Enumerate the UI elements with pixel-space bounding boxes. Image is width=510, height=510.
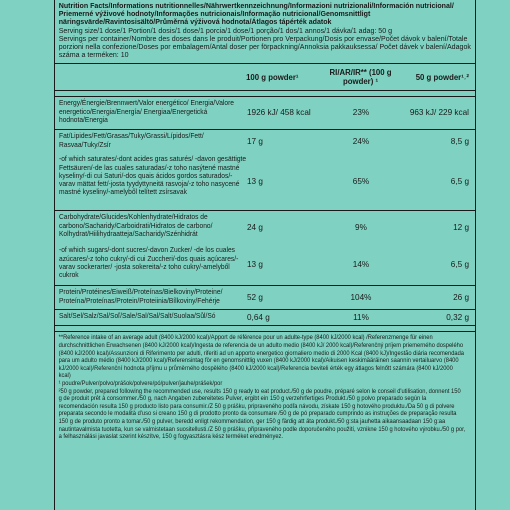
- value-per100: 52 g: [247, 292, 263, 302]
- nutrition-label: [54, 0, 476, 510]
- value-per100: 13 g: [247, 176, 263, 186]
- nutrient-row-carbohydrate: [55, 211, 475, 244]
- label-title: Nutrition Facts/Informations nutritionnelles/Nährwertkennzeichnung/Informazioni nutrizionali/Información nutricional/ Priemerné výživové hodnoty/Informações nutricionais/Informação nutricional/Genomsnittligt näringsvärde/Ravintosisältö/Průměrná výživová hodnota/Átlagos tápérték adatok: [58, 1, 454, 27]
- value-ri: 23%: [352, 108, 370, 118]
- value-ri: 14%: [352, 259, 370, 269]
- value-per100: 17 g: [247, 136, 263, 146]
- value-per100: 0,64 g: [247, 312, 270, 322]
- reference-intake-note: **Reference intake of an average adult (8400 kJ/2000 kcal)/Apport de référence pour un adulte-type (8400 kJ/2000 kcal) /Referenzmenge für einen durchschnittlichen Erwachsenen (8400 kJ/2000 kcal)/Ingesta de referencia de un adulto medio (8400 kJ/ 2000 kcal)/Referenčný príjem priemerného dospelého (8400 kJ/2000 kcal)/Assunzioni di Riferimento per adulti, riferiti ad un apporto energetico giornaliero medio di 2000 Kcal (8400 kJ)/Ingestão diária recomendada para um adulto médio (8400 kJ/2000 kcal)/Referensintag för en genomsnittlig vuxen (8400 kJ/2000 kcal)/Aikuisen keskimääräinen saannin vertailuarvo (8400 kJ/2000 kcal)/Referenční hodnota příjmu u průměrného dospělého (8400 kJ/2000 kcal)/Referencia beviteli érték egy átlagos felnőtt számára (8400 kJ/2000 kcal): [58, 334, 465, 380]
- servings-per-container: Servings per container/Nombre des doses dans le produit/Portionen pro Verpackung/Dosis por envase/Počet dávok v balení/Totale porzioni nella confezione/Doses por embalagem/Antal doser per förpackning/Annoksia pakkauksessa/ Počet dávek v balení/Adagok száma a terméken: 10: [58, 33, 471, 60]
- column-header-per50: 50 g powder¹˒²: [415, 72, 469, 82]
- value-per50: 8,5 g: [450, 136, 469, 146]
- value-per100: 1926 kJ/ 458 kcal: [247, 108, 311, 118]
- value-ri: 24%: [352, 136, 370, 146]
- serving-size: Serving size/1 dose/1 Portion/1 dosis/1 dose/1 porcia/1 dose/1 porção/1 dos/1 annos/1 dávka/1 adag: 50 g: [58, 25, 393, 35]
- nutrient-label: Salt/Sel/Salz/Sal/Soľ/Sale/Sal/Sal/Salt/Suolaa/Sůl/Só: [59, 311, 216, 321]
- value-per50: 6,5 g: [450, 259, 469, 269]
- value-ri: 9%: [355, 222, 367, 232]
- column-header-row: [55, 63, 475, 91]
- footnotes: [55, 332, 469, 440]
- nutrient-row-fat: [55, 130, 475, 153]
- value-ri: 11%: [353, 312, 369, 322]
- column-header-ri: RI/AR/IR** (100 g powder) ¹: [329, 68, 392, 87]
- value-ri: 104%: [350, 292, 372, 302]
- value-ri: 65%: [352, 176, 370, 186]
- nutrient-row-protein: [55, 286, 475, 310]
- serving-note: ²50 g powder, prepared following the recommended use, results 150 g ready to eat product./50 g de poudre, préparé selon le conseil d'utilisation, donnent 150 g de produit prêt à consommer./50 g, nach Angaben zubereitetes Pulver, ergibt ein 150 g verzehrfertiges Produkt./50 g polvo preparado según la recomendación resulta 150 g producto listo para consumir./Z 50 g prášku, pripraveného podľa návodu, získate 150 g hotového produktu./Da 50 g di polvere preparata secondo le modalità d'uso si creano 150 g di prodotto pronto da consumare /50 g de pó preparado cumprindo as instruções de preparação resulta 150 g de produto pronto a tomar./50 g pulver, beredd enligt rekommendation, ger 150 g färdig att äta produkt./50 g:sta jauhetta aikaansaadaan 150 g:aa nautintavalmista tuotetta, kun se valmistetaan suositellusti./Z 50 g prášku, připraveného podle doporučeného použití, vznikne 150 g hotového výrobku./50 g por, a felhasználási javaslat szerint készítve, 150 g fogyasztásra kész terméket eredményez.: [58, 387, 466, 441]
- value-per50: 26 g: [453, 292, 469, 302]
- value-per50: 6,5 g: [450, 176, 469, 186]
- powder-note: ¹ poudre/Pulver/polvo/prášok/polvere/pó/pulver/jauhe/prášek/por: [58, 379, 223, 387]
- nutrient-row-sugars: [55, 244, 475, 286]
- value-per50: 12 g: [453, 222, 469, 232]
- nutrient-label: Energy/Énergie/Brennwert/Valor energético/ Energia/Valore energetico/Energia/Energía/ Energiaa/Energetická hodnota/Energia: [59, 98, 235, 124]
- value-per100: 24 g: [247, 222, 263, 232]
- value-per50: 0,32 g: [446, 312, 469, 322]
- nutrient-row-salt: [55, 310, 475, 326]
- nutrient-row-saturates: [55, 153, 475, 211]
- nutrient-label: -of which sugars/-dont sucres/-davon Zucker/ -de los cuales azúcares/-z toho cukry/-di cui Zuccheri/-dos quais açúcares/-varav sockerarter/ -josta sokereita/-z toho cukry/-amelyből cukrok: [59, 245, 239, 280]
- value-per100: 13 g: [247, 259, 263, 269]
- nutrient-label: Fat/Lipides/Fett/Grasas/Tuky/Grassi/Lípidos/Fett/ Rasvaa/Tuky/Zsír: [59, 131, 204, 149]
- nutrient-row-energy: [55, 97, 475, 130]
- value-per50: 963 kJ/ 229 kcal: [409, 108, 469, 118]
- nutrient-label: Protein/Protéines/Eiweiß/Proteínas/Bielkoviny/Proteine/ Proteína/Proteínas/Protein/Proteiinia/Bílkoviny/Fehérje: [59, 287, 223, 305]
- label-header: [55, 0, 475, 59]
- column-header-per100: 100 g powder¹: [246, 72, 299, 82]
- nutrient-label: -of which saturates/-dont acides gras saturés/ -davon gesättigte Fettsäuren/-de las cuales saturadas/-z toho nasýtené mastné kyseliny/-di cui Saturi/-dos quais ácidos gordos saturados/-varav mättat fett/-josta tyydyttyneitä rasvoja/-z toho nasycené mastné kyseliny/-amelyből telített zsírsavak: [59, 154, 247, 197]
- nutrient-label: Carbohydrate/Glucides/Kohlenhydrate/Hidratos de carbono/Sacharidy/Carboidrati/Hidratos de carbono/ Kolhydrat/Hiilihydraatteja/Sacharidy/Szénhidrát: [59, 212, 213, 238]
